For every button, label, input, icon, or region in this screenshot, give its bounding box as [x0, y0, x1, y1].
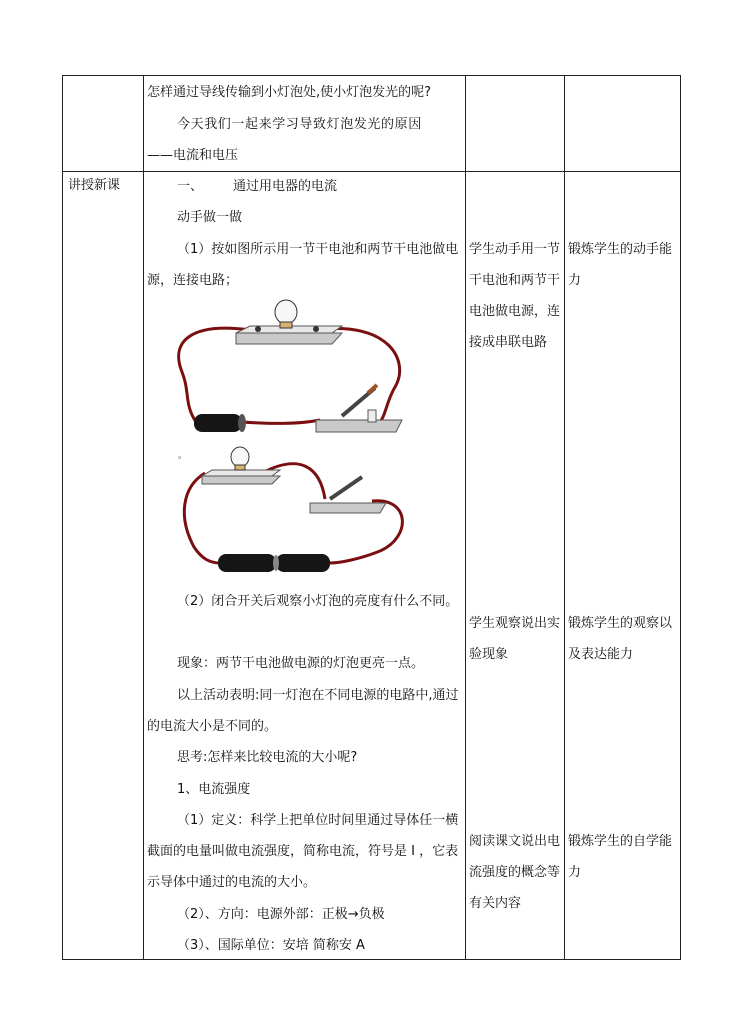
student-activity-1: 学生动手用一节干电池和两节干电池做电源，连接成串联电路: [469, 242, 561, 350]
battery-icon: [218, 554, 276, 572]
row-divider: [63, 171, 680, 172]
lamp-base: [202, 470, 280, 476]
section-heading-number: 一、: [177, 179, 204, 194]
light-bulb-icon: [275, 300, 297, 324]
battery-terminal: [273, 555, 279, 571]
section-label: 讲授新课: [68, 178, 121, 193]
column-divider: [143, 76, 144, 959]
direction-text: （2）、方向：电源外部：正极→负极: [177, 907, 385, 922]
unit-text: （3）、国际单位：安培 简称安 A: [177, 938, 365, 953]
wire: [242, 420, 320, 423]
switch-base: [316, 420, 402, 432]
circuit-diagram-two-batteries: [180, 447, 410, 577]
student-activity-2: 学生观察说出实验现象: [469, 616, 561, 662]
intro-line-2: 今天我们一起来学习导致灯泡发光的原因: [177, 117, 422, 132]
step-1-text: （1）按如图所示用一节干电池和两节干电池做电源，连接电路；: [147, 242, 459, 288]
design-purpose-1: 锻炼学生的动手能力: [568, 242, 673, 288]
circuit-diagram-one-battery: [170, 292, 410, 442]
battery-terminal: [238, 414, 246, 432]
phenomenon-text: 现象：两节干电池做电源的灯泡更亮一点。: [177, 656, 425, 671]
definition-text: （1）定义：科学上把单位时间里通过导体任一横截面的电量叫做电流强度，简称电流，符号是 I ，它表示导体中通过的电流的大小。: [147, 813, 459, 890]
intro-line-1: 怎样通过导线传输到小灯泡处,使小灯泡发光的呢?: [147, 85, 432, 100]
student-activity-3: 阅读课文说出电流强度的概念等有关内容: [469, 834, 561, 911]
lamp-base: [202, 476, 280, 484]
battery-icon: [276, 554, 330, 572]
activity-title: 动手做一做: [177, 210, 243, 225]
column-divider: [564, 76, 565, 959]
conclusion-text: 以上活动表明:同一灯泡在不同电源的电路中,通过的电流大小是不同的。: [147, 688, 459, 734]
column-divider: [465, 76, 466, 959]
terminal: [255, 326, 261, 332]
bulb-socket: [280, 322, 292, 328]
switch-base: [310, 503, 386, 513]
intro-line-3: ——电流和电压: [147, 148, 239, 163]
design-purpose-2: 锻炼学生的观察以及表达能力: [568, 616, 673, 662]
subheading-current-strength: 1、电流强度: [177, 782, 251, 797]
design-purpose-3: 锻炼学生的自学能力: [568, 834, 673, 880]
battery-icon: [194, 414, 242, 432]
lamp-base: [236, 333, 342, 344]
step-2-text: （2）闭合开关后观察小灯泡的亮度有什么不同。: [177, 594, 459, 609]
switch-lever: [330, 477, 362, 499]
stray-mark: 。: [178, 451, 188, 461]
bulb-socket: [235, 465, 245, 470]
wire: [184, 473, 220, 563]
think-question: 思考:怎样来比较电流的大小呢?: [177, 750, 358, 765]
switch-clip: [368, 410, 376, 422]
terminal: [313, 326, 319, 332]
section-heading: 通过用电器的电流: [233, 179, 338, 194]
light-bulb-icon: [231, 447, 249, 467]
